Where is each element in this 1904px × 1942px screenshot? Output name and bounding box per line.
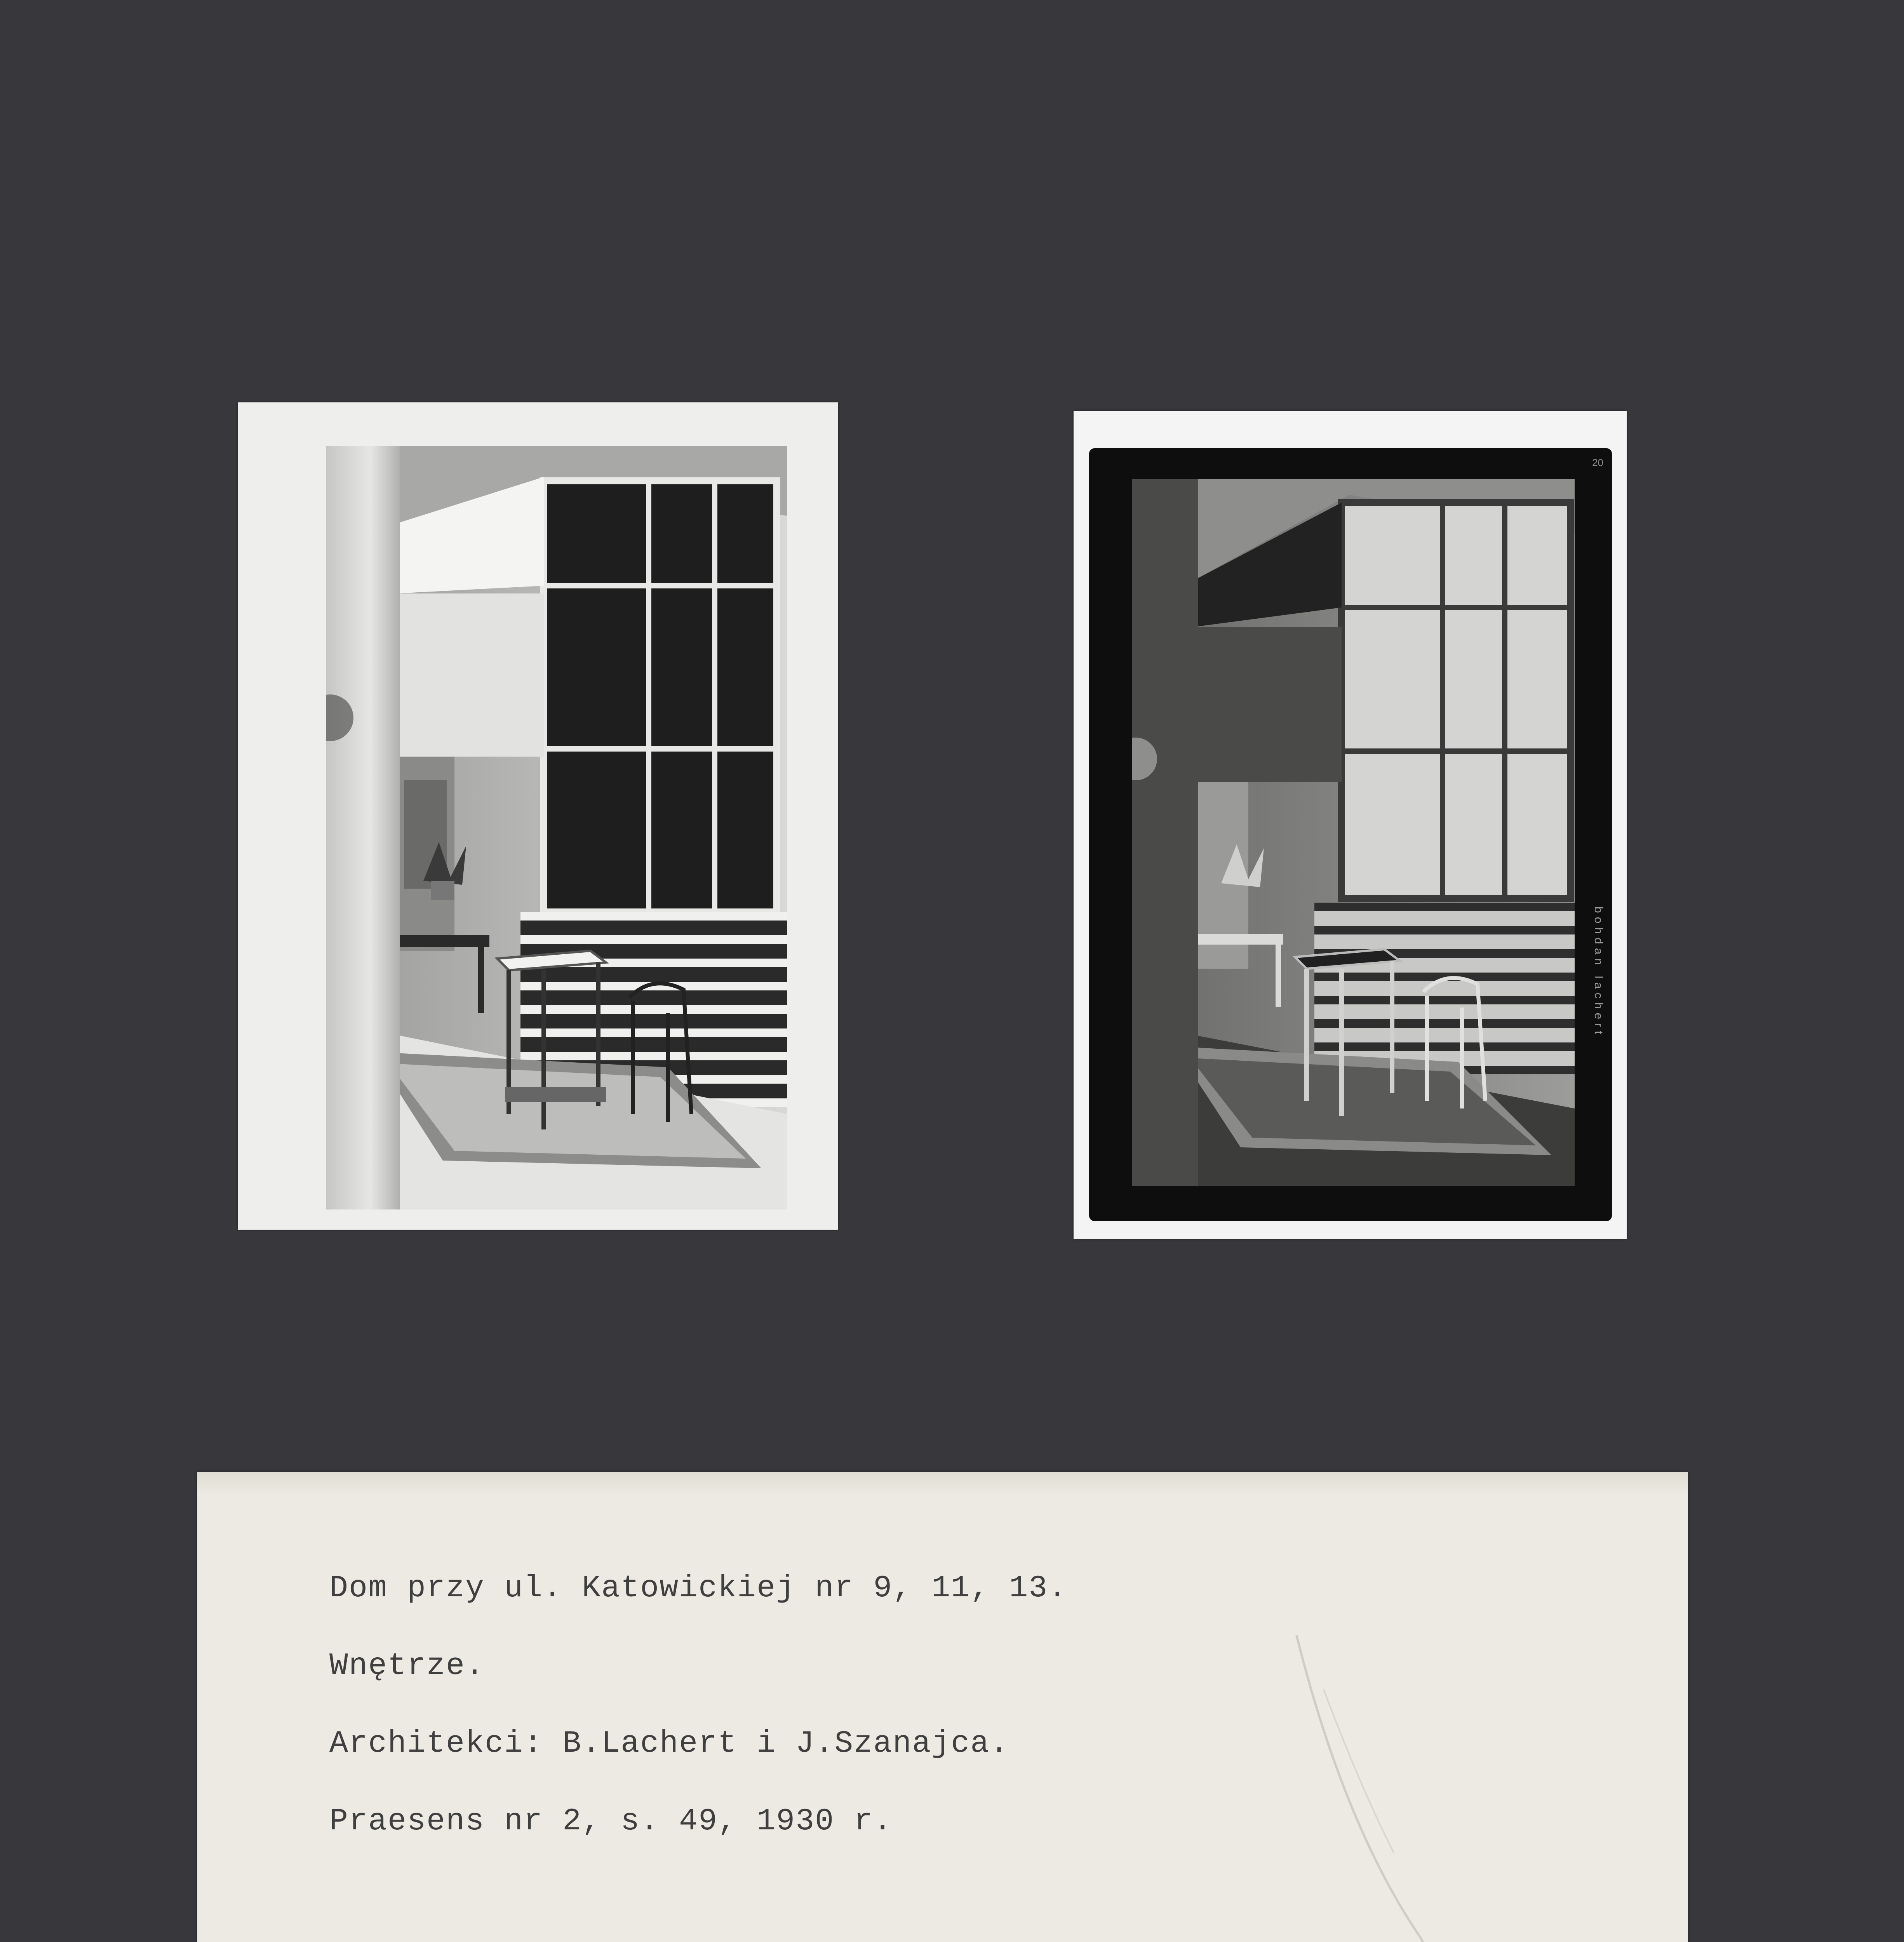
label-line-subject: Wnętrze. bbox=[329, 1648, 485, 1684]
film-edge-text: bohdan lachert bbox=[1592, 907, 1605, 1038]
archive-envelope[interactable] bbox=[197, 1472, 1688, 1942]
photo-print-negative[interactable] bbox=[1074, 411, 1627, 1239]
photo-print-positive[interactable] bbox=[238, 402, 838, 1230]
typed-label bbox=[329, 1569, 1495, 1880]
label-line-address: Dom przy ul. Katowickiej nr 9, 11, 13. bbox=[329, 1571, 1068, 1606]
negative-frame bbox=[1089, 448, 1612, 1221]
interior-photo-positive bbox=[326, 446, 787, 1209]
interior-photo-negative-image bbox=[1132, 479, 1575, 1186]
interior-photo-positive-image bbox=[326, 446, 787, 1209]
label-line-source: Praesens nr 2, s. 49, 1930 r. bbox=[329, 1804, 893, 1839]
film-frame-number: 20 bbox=[1592, 457, 1603, 468]
label-line-architects: Architekci: B.Lachert i J.Szanajca. bbox=[329, 1726, 1009, 1761]
interior-photo-negative bbox=[1132, 479, 1575, 1186]
